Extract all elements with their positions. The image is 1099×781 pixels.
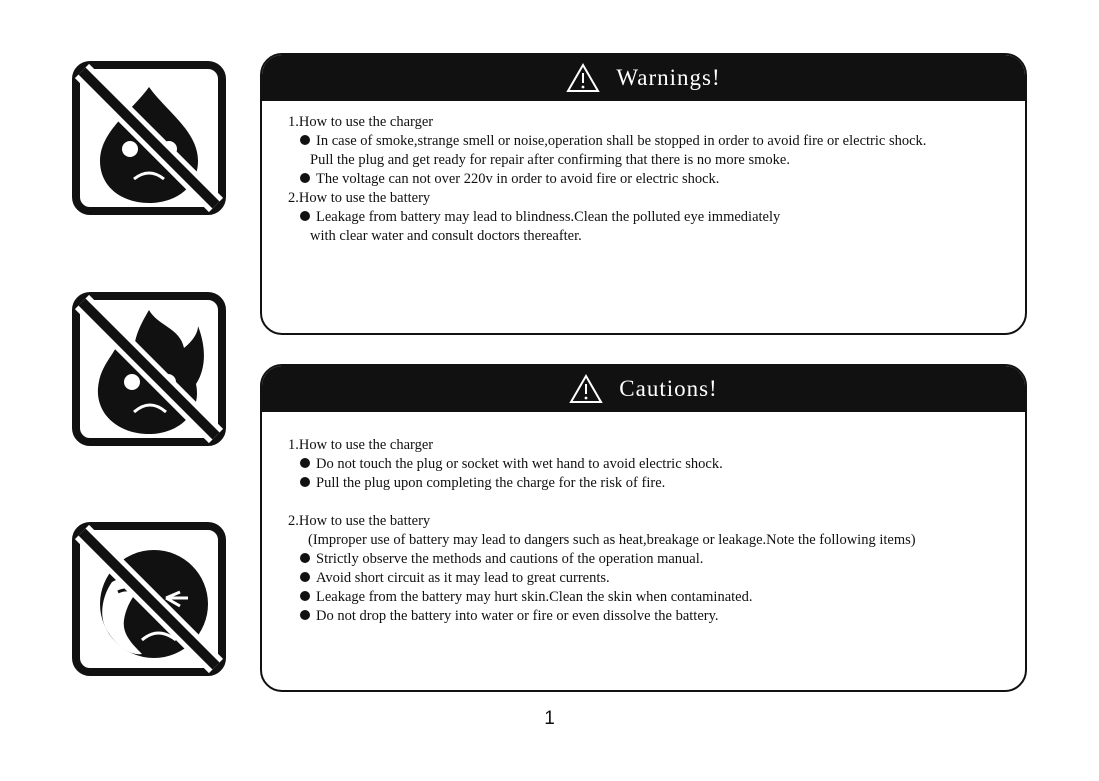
bullet-icon (300, 572, 310, 582)
cautions-heading-battery: 2.How to use the battery (288, 513, 431, 529)
warnings-panel (260, 53, 1027, 335)
cautions-note: (Improper use of battery may lead to dangers such as heat,breakage or leakage.Note the following items) (308, 532, 916, 548)
cautions-item (288, 588, 995, 607)
warnings-item-continuation: Pull the plug and get ready for repair after confirming that there is no more smoke. (310, 152, 790, 168)
bullet-icon (300, 135, 310, 145)
warnings-title: Warnings! (616, 65, 721, 90)
water-drop-prohibition-icon (72, 61, 226, 215)
warning-triangle-icon (569, 374, 603, 404)
cautions-header (262, 366, 1025, 412)
page-number: 1 (544, 708, 555, 729)
bullet-icon (300, 591, 310, 601)
cautions-item (288, 474, 995, 493)
warnings-item-text: In case of smoke,strange smell or noise,operation shall be stopped in order to avoid fire or electric shock. (316, 133, 927, 149)
cautions-item-text: Do not touch the plug or socket with wet hand to avoid electric shock. (316, 456, 723, 472)
cautions-body (288, 436, 995, 626)
bullet-icon (300, 458, 310, 468)
eye-hazard-prohibition-icon (72, 522, 226, 676)
cautions-item (288, 550, 995, 569)
cautions-item-text: Avoid short circuit as it may lead to great currents. (316, 570, 610, 586)
warnings-item (288, 208, 995, 227)
warnings-item (288, 170, 995, 189)
fire-prohibition-icon (72, 292, 226, 446)
warnings-heading-battery: 2.How to use the battery (288, 190, 431, 206)
cautions-panel (260, 364, 1027, 692)
cautions-item-text: Leakage from the battery may hurt skin.Clean the skin when contaminated. (316, 589, 753, 605)
warnings-item-text: Leakage from battery may lead to blindness.Clean the polluted eye immediately (316, 209, 781, 225)
warnings-heading-charger: 1.How to use the charger (288, 114, 434, 130)
cautions-item-text: Strictly observe the methods and cautions of the operation manual. (316, 551, 704, 567)
cautions-item (288, 607, 995, 626)
warnings-item-continuation: with clear water and consult doctors thereafter. (310, 228, 582, 244)
cautions-item-text: Pull the plug upon completing the charge for the risk of fire. (316, 475, 666, 491)
warnings-item-text: The voltage can not over 220v in order to avoid fire or electric shock. (316, 171, 720, 187)
spacer (288, 493, 995, 512)
cautions-item (288, 455, 995, 474)
bullet-icon (300, 610, 310, 620)
cautions-item (288, 569, 995, 588)
warnings-body (288, 113, 995, 246)
bullet-icon (300, 553, 310, 563)
cautions-item-text: Do not drop the battery into water or fire or even dissolve the battery. (316, 608, 719, 624)
warnings-header (262, 55, 1025, 101)
warnings-item (288, 132, 995, 151)
bullet-icon (300, 477, 310, 487)
cautions-title: Cautions! (619, 376, 718, 401)
bullet-icon (300, 173, 310, 183)
warning-triangle-icon (566, 63, 600, 93)
cautions-heading-charger: 1.How to use the charger (288, 437, 434, 453)
bullet-icon (300, 211, 310, 221)
